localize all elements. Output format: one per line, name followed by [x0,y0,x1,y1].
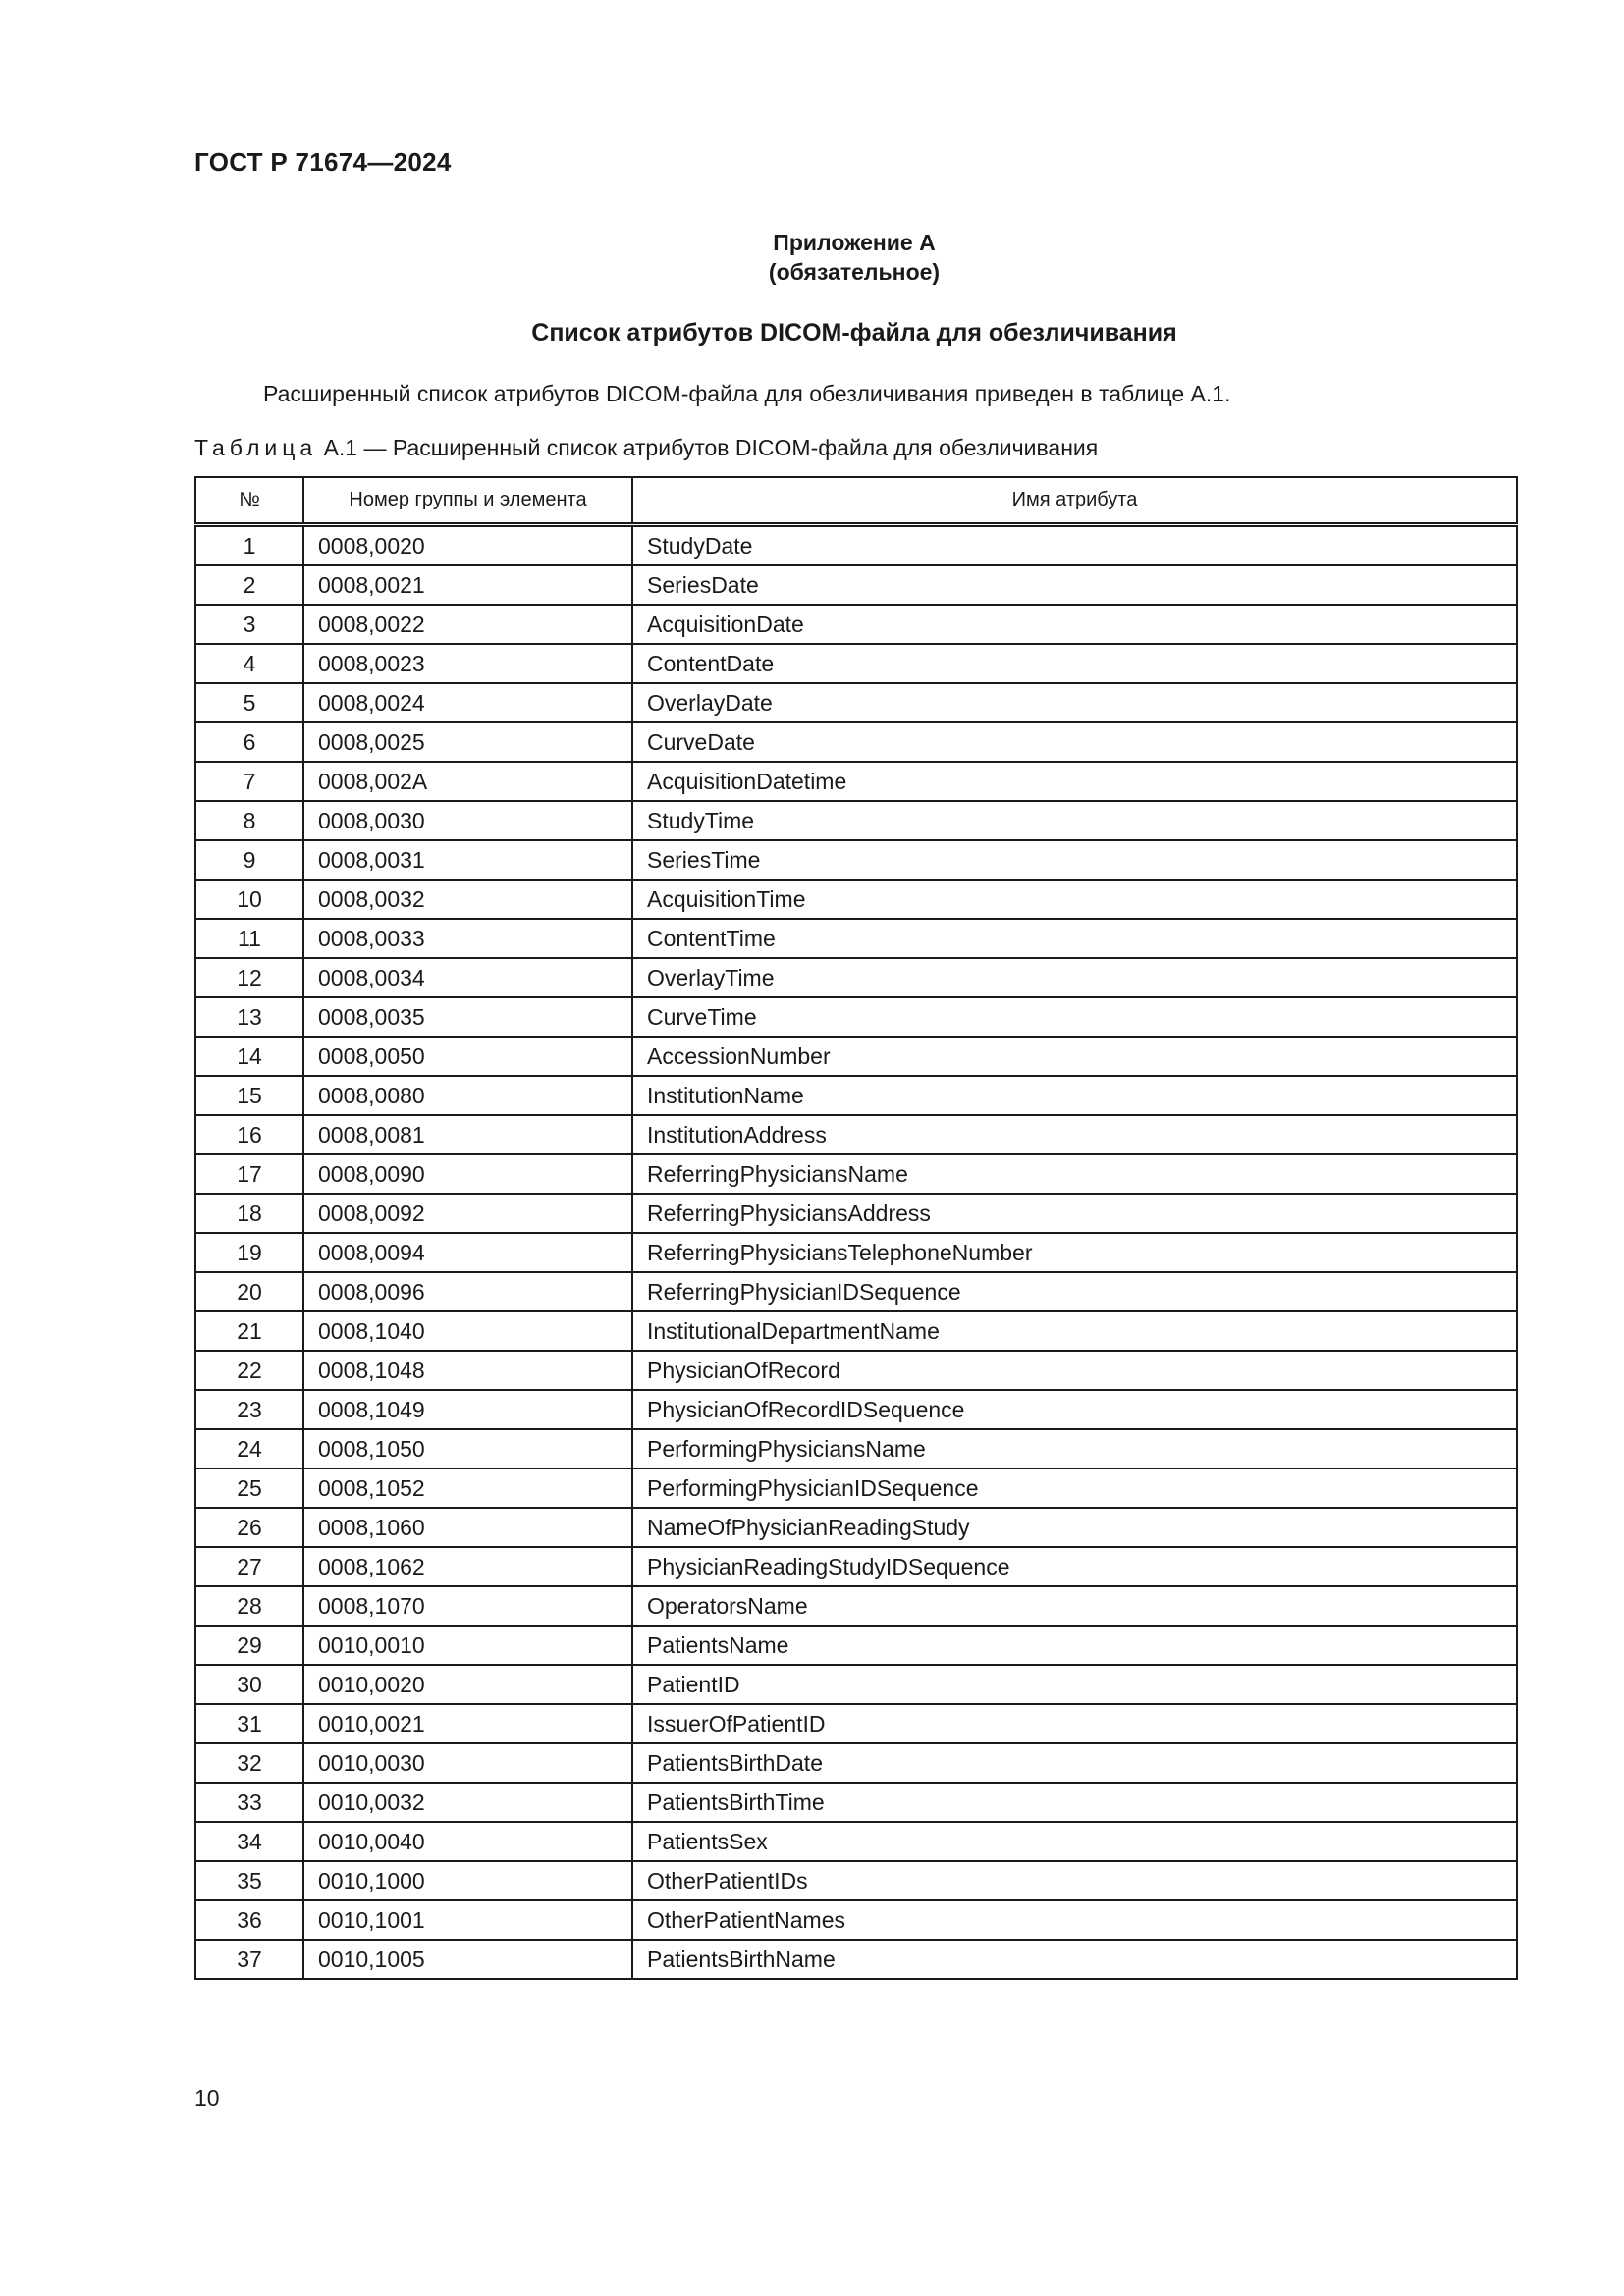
table-row [195,1351,1517,1390]
attribute-name-cell: CurveDate [632,722,1517,762]
row-number-cell: 1 [195,525,303,566]
attribute-name-cell: PatientID [632,1665,1517,1704]
group-element-cell: 0008,0032 [303,880,632,919]
attribute-name-cell: AccessionNumber [632,1037,1517,1076]
row-number-cell: 15 [195,1076,303,1115]
table-row [195,801,1517,840]
attribute-name-cell: IssuerOfPatientID [632,1704,1517,1743]
group-element-cell: 0010,1005 [303,1940,632,1979]
row-number-cell: 33 [195,1783,303,1822]
table-caption-label: Таблица [194,435,318,460]
attribute-name-cell: AcquisitionDate [632,605,1517,644]
group-element-cell: 0010,1001 [303,1900,632,1940]
group-element-cell: 0008,0031 [303,840,632,880]
table-row [195,1311,1517,1351]
row-number-cell: 23 [195,1390,303,1429]
table-row [195,1665,1517,1704]
row-number-cell: 36 [195,1900,303,1940]
table-row [195,1037,1517,1076]
group-element-cell: 0008,1040 [303,1311,632,1351]
attribute-name-cell: AcquisitionTime [632,880,1517,919]
attribute-name-cell: PhysicianReadingStudyIDSequence [632,1547,1517,1586]
row-number-cell: 20 [195,1272,303,1311]
group-element-cell: 0008,0020 [303,525,632,566]
attribute-name-cell: CurveTime [632,997,1517,1037]
table-row [195,1822,1517,1861]
column-header-number: № [195,477,303,525]
table-row [195,919,1517,958]
table-row [195,1390,1517,1429]
attribute-name-cell: AcquisitionDatetime [632,762,1517,801]
section-title: Список атрибутов DICOM-файла для обезличивания [531,319,1177,347]
group-element-cell: 0008,0034 [303,958,632,997]
group-element-cell: 0008,0022 [303,605,632,644]
page-number: 10 [194,2085,220,2110]
row-number-cell: 28 [195,1586,303,1626]
group-element-cell: 0008,0080 [303,1076,632,1115]
table-row [195,1547,1517,1586]
table-row [195,880,1517,919]
row-number-cell: 29 [195,1626,303,1665]
group-element-cell: 0008,1052 [303,1468,632,1508]
group-element-cell: 0010,1000 [303,1861,632,1900]
table-row [195,1154,1517,1194]
table-row [195,1194,1517,1233]
attribute-name-cell: PatientsName [632,1626,1517,1665]
group-element-cell: 0008,0092 [303,1194,632,1233]
row-number-cell: 8 [195,801,303,840]
row-number-cell: 26 [195,1508,303,1547]
table-row [195,1861,1517,1900]
group-element-cell: 0008,0025 [303,722,632,762]
attribute-name-cell: InstitutionName [632,1076,1517,1115]
table-body [195,525,1517,1980]
group-element-cell: 0008,0035 [303,997,632,1037]
row-number-cell: 9 [195,840,303,880]
row-number-cell: 3 [195,605,303,644]
group-element-cell: 0008,1048 [303,1351,632,1390]
attribute-name-cell: OtherPatientIDs [632,1861,1517,1900]
row-number-cell: 24 [195,1429,303,1468]
group-element-cell: 0008,0030 [303,801,632,840]
attribute-name-cell: NameOfPhysicianReadingStudy [632,1508,1517,1547]
row-number-cell: 2 [195,565,303,605]
attribute-name-cell: OtherPatientNames [632,1900,1517,1940]
table-row [195,525,1517,566]
table-row [195,644,1517,683]
attribute-name-cell: StudyDate [632,525,1517,566]
table-caption [194,435,1098,461]
row-number-cell: 32 [195,1743,303,1783]
group-element-cell: 0010,0010 [303,1626,632,1665]
table-row [195,1743,1517,1783]
table-row [195,1115,1517,1154]
row-number-cell: 17 [195,1154,303,1194]
table-row [195,1076,1517,1115]
table-row [195,565,1517,605]
group-element-cell: 0008,1050 [303,1429,632,1468]
group-element-cell: 0008,1062 [303,1547,632,1586]
table-row [195,1783,1517,1822]
group-element-cell: 0008,1060 [303,1508,632,1547]
table-row [195,1233,1517,1272]
attribute-name-cell: ReferringPhysicianIDSequence [632,1272,1517,1311]
row-number-cell: 22 [195,1351,303,1390]
attributes-table [194,476,1518,1980]
row-number-cell: 16 [195,1115,303,1154]
table-row [195,722,1517,762]
attribute-name-cell: PatientsBirthTime [632,1783,1517,1822]
group-element-cell: 0010,0020 [303,1665,632,1704]
table-row [195,683,1517,722]
group-element-cell: 0008,0033 [303,919,632,958]
annex-title: Приложение А [773,230,936,255]
group-element-cell: 0008,0081 [303,1115,632,1154]
table-row [195,605,1517,644]
table-row [195,840,1517,880]
attribute-name-cell: StudyTime [632,801,1517,840]
row-number-cell: 34 [195,1822,303,1861]
table-row [195,1429,1517,1468]
row-number-cell: 10 [195,880,303,919]
row-number-cell: 12 [195,958,303,997]
group-element-cell: 0008,0090 [303,1154,632,1194]
row-number-cell: 37 [195,1940,303,1979]
table-row [195,1704,1517,1743]
row-number-cell: 4 [195,644,303,683]
group-element-cell: 0008,0023 [303,644,632,683]
standard-designation: ГОСТ Р 71674—2024 [194,147,452,177]
table-header-row [195,477,1517,525]
row-number-cell: 7 [195,762,303,801]
group-element-cell: 0008,0094 [303,1233,632,1272]
table-row [195,958,1517,997]
group-element-cell: 0010,0030 [303,1743,632,1783]
row-number-cell: 35 [195,1861,303,1900]
row-number-cell: 11 [195,919,303,958]
annex-heading [0,228,1624,287]
attribute-name-cell: PerformingPhysicianIDSequence [632,1468,1517,1508]
row-number-cell: 14 [195,1037,303,1076]
row-number-cell: 21 [195,1311,303,1351]
attribute-name-cell: PerformingPhysiciansName [632,1429,1517,1468]
group-element-cell: 0008,0096 [303,1272,632,1311]
attribute-name-cell: ReferringPhysiciansAddress [632,1194,1517,1233]
group-element-cell: 0008,1049 [303,1390,632,1429]
row-number-cell: 5 [195,683,303,722]
table-row [195,1626,1517,1665]
table-row [195,1468,1517,1508]
attribute-name-cell: ContentDate [632,644,1517,683]
table-row [195,1508,1517,1547]
group-element-cell: 0010,0040 [303,1822,632,1861]
column-header-attribute-name: Имя атрибута [632,477,1517,525]
table-row [195,997,1517,1037]
row-number-cell: 19 [195,1233,303,1272]
attribute-name-cell: PatientsBirthDate [632,1743,1517,1783]
intro-paragraph: Расширенный список атрибутов DICOM-файла для обезличивания приведен в таблице А.1. [263,381,1231,406]
annex-status: (обязательное) [768,259,941,285]
attribute-name-cell: ReferringPhysiciansTelephoneNumber [632,1233,1517,1272]
group-element-cell: 0010,0032 [303,1783,632,1822]
row-number-cell: 6 [195,722,303,762]
attribute-name-cell: OverlayTime [632,958,1517,997]
attribute-name-cell: OperatorsName [632,1586,1517,1626]
attribute-name-cell: PhysicianOfRecordIDSequence [632,1390,1517,1429]
row-number-cell: 18 [195,1194,303,1233]
attribute-name-cell: SeriesTime [632,840,1517,880]
table-row [195,1900,1517,1940]
row-number-cell: 30 [195,1665,303,1704]
attribute-name-cell: OverlayDate [632,683,1517,722]
attribute-name-cell: PhysicianOfRecord [632,1351,1517,1390]
attribute-name-cell: PatientsBirthName [632,1940,1517,1979]
attribute-name-cell: ReferringPhysiciansName [632,1154,1517,1194]
row-number-cell: 31 [195,1704,303,1743]
attribute-name-cell: InstitutionalDepartmentName [632,1311,1517,1351]
table-row [195,762,1517,801]
row-number-cell: 25 [195,1468,303,1508]
group-element-cell: 0008,1070 [303,1586,632,1626]
table-row [195,1940,1517,1979]
table-caption-text: А.1 — Расширенный список атрибутов DICOM-файла для обезличивания [317,435,1099,460]
group-element-cell: 0008,0050 [303,1037,632,1076]
group-element-cell: 0008,0021 [303,565,632,605]
attribute-name-cell: InstitutionAddress [632,1115,1517,1154]
row-number-cell: 13 [195,997,303,1037]
row-number-cell: 27 [195,1547,303,1586]
attribute-name-cell: ContentTime [632,919,1517,958]
column-header-tag: Номер группы и элемента [303,477,632,525]
group-element-cell: 0008,0024 [303,683,632,722]
attribute-name-cell: SeriesDate [632,565,1517,605]
group-element-cell: 0010,0021 [303,1704,632,1743]
group-element-cell: 0008,002A [303,762,632,801]
attribute-name-cell: PatientsSex [632,1822,1517,1861]
table-row [195,1272,1517,1311]
table-row [195,1586,1517,1626]
